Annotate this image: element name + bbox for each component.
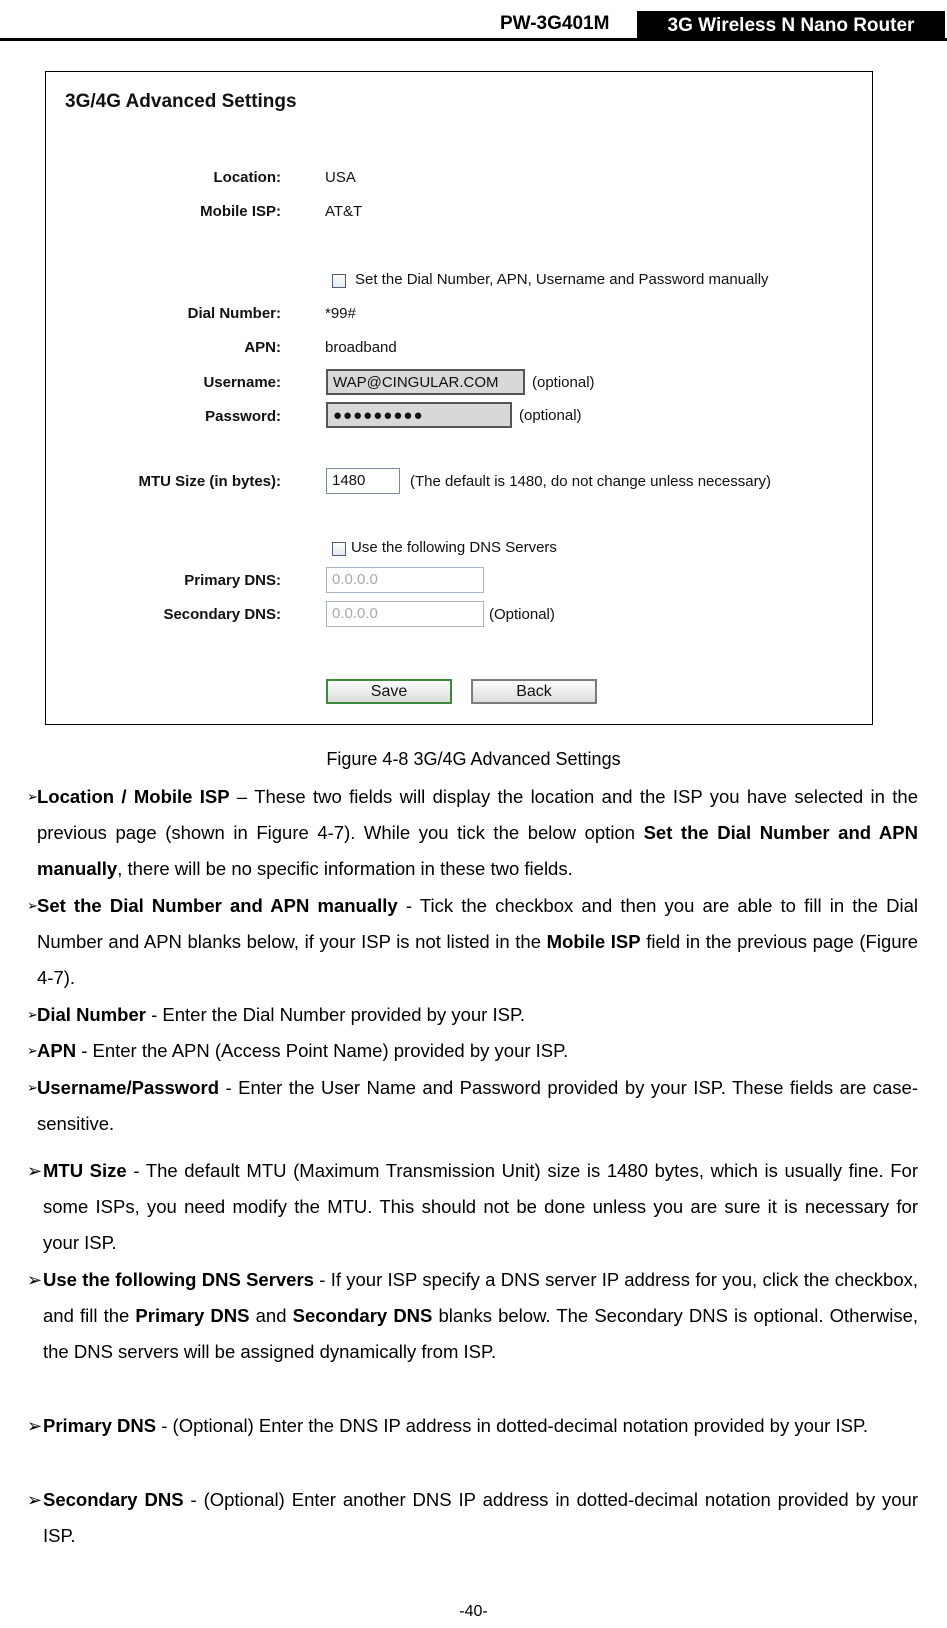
save-button[interactable]: Save [326, 679, 452, 704]
bullet-icon: ➢ [27, 1080, 38, 1095]
apn-label: APN: [244, 339, 281, 356]
list-item: Username/Password - Enter the User Name and Password provided by your ISP. These fields are case-sensitive. [37, 1077, 918, 1134]
dns-servers-checkbox[interactable] [332, 542, 346, 556]
apn-value: broadband [325, 339, 397, 356]
secondary-dns-label: Secondary DNS: [163, 606, 281, 623]
bullet-icon: ➢ [27, 1007, 38, 1022]
dial-number-label: Dial Number: [187, 305, 281, 322]
list-item: MTU Size - The default MTU (Maximum Transmission Unit) size is 1480 bytes, which is usually fine. For some ISPs, you need modify the MTU. This should not be done unless you are sure it is necessary for your ISP. [43, 1160, 918, 1253]
list-item: Use the following DNS Servers - If your ISP specify a DNS server IP address for you, click the checkbox, and fill the Primary DNS and Secondary DNS blanks below. The Secondary DNS is optional. Otherwise, the DNS servers will be assigned dynamically from ISP. [43, 1269, 919, 1362]
list-item: Location / Mobile ISP – These two fields will display the location and the ISP you have selected in the previous page (shown in Figure 4-7). While you tick the below option Set the Dial Number and APN manually, there will be no specific information in these two fields. [37, 786, 918, 879]
document-model: PW-3G401M [500, 13, 610, 34]
mobile-isp-label: Mobile ISP: [200, 203, 281, 220]
username-input[interactable]: WAP@CINGULAR.COM [326, 369, 525, 395]
password-optional-hint: (optional) [519, 407, 582, 424]
dns-servers-checkbox-label: Use the following DNS Servers [351, 539, 557, 556]
mobile-isp-value: AT&T [325, 203, 363, 220]
settings-figure [45, 71, 873, 725]
page-number: -40- [459, 1603, 488, 1620]
username-label: Username: [203, 374, 281, 391]
list-item: Primary DNS - (Optional) Enter the DNS IP address in dotted-decimal notation provided by your ISP. [43, 1415, 869, 1436]
bullet-icon: ➢ [27, 1161, 43, 1181]
secondary-dns-input[interactable]: 0.0.0.0 [326, 601, 484, 627]
dial-number-value: *99# [325, 305, 356, 322]
figure-caption: Figure 4-8 3G/4G Advanced Settings [326, 749, 621, 769]
bullet-icon: ➢ [27, 1270, 43, 1290]
list-item: Dial Number - Enter the Dial Number provided by your ISP. [37, 1004, 526, 1025]
username-optional-hint: (optional) [532, 374, 595, 391]
bullet-icon: ➢ [27, 1043, 38, 1058]
secondary-dns-optional-hint: (Optional) [489, 606, 555, 623]
back-button[interactable]: Back [471, 679, 597, 704]
mtu-size-label: MTU Size (in bytes): [138, 473, 281, 490]
primary-dns-input[interactable]: 0.0.0.0 [326, 567, 484, 593]
password-label: Password: [205, 408, 281, 425]
manual-settings-checkbox[interactable] [332, 274, 346, 288]
settings-title: 3G/4G Advanced Settings [65, 91, 297, 112]
bullet-icon: ➢ [27, 1416, 43, 1436]
bullet-icon: ➢ [27, 1490, 43, 1510]
document-product-title: 3G Wireless N Nano Router [637, 11, 945, 41]
header-rule [0, 38, 947, 41]
list-item: Set the Dial Number and APN manually - Tick the checkbox and then you are able to fill in the Dial Number and APN blanks below, if your ISP is not listed in the Mobile ISP field in the previous page (Figure 4-7). [37, 895, 918, 988]
password-input[interactable]: ●●●●●●●●● [326, 402, 512, 428]
bullet-icon: ➢ [27, 789, 38, 804]
location-label: Location: [213, 169, 281, 186]
list-item: APN - Enter the APN (Access Point Name) provided by your ISP. [37, 1040, 569, 1061]
mtu-size-input[interactable]: 1480 [326, 468, 400, 494]
list-item: Secondary DNS - (Optional) Enter another DNS IP address in dotted-decimal notation provided by your ISP. [43, 1489, 918, 1546]
location-value: USA [325, 169, 356, 186]
manual-settings-checkbox-label: Set the Dial Number, APN, Username and Password manually [355, 271, 769, 288]
bullet-icon: ➢ [27, 898, 38, 913]
primary-dns-label: Primary DNS: [184, 572, 281, 589]
mtu-default-hint: (The default is 1480, do not change unless necessary) [410, 473, 772, 490]
